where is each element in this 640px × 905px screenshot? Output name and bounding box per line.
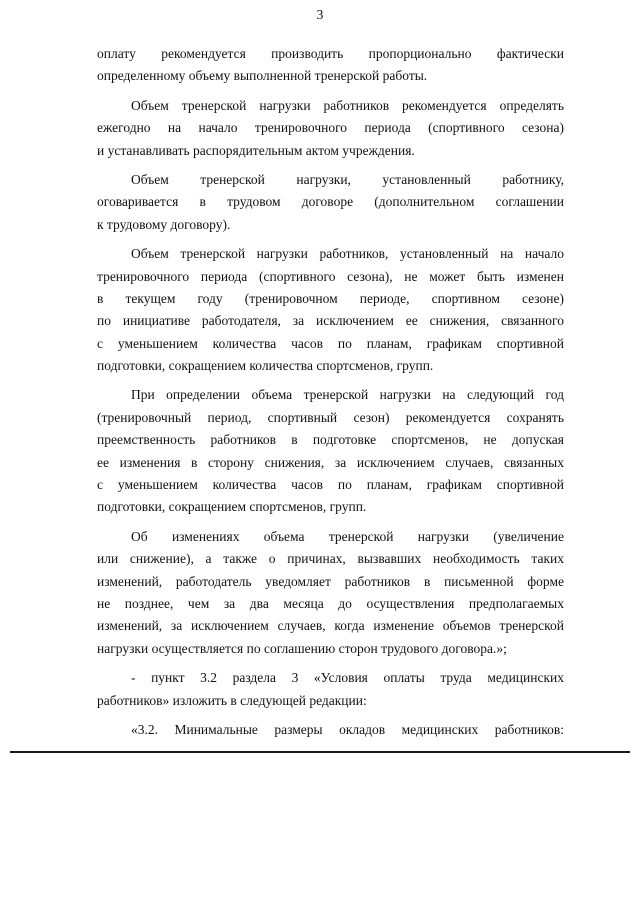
text-line: ежегодно на начало тренировочного периода (спортивного сезона) <box>97 120 564 136</box>
paragraph <box>97 667 564 712</box>
text-line: подготовки, сокращением количества спортсменов, групп. <box>97 358 434 374</box>
text-line: с уменьшением количества часов по планам, графикам спортивной <box>97 477 564 493</box>
text-line: При определении объема тренерской нагрузки на следующий год <box>131 387 564 403</box>
horizontal-rule <box>10 751 630 753</box>
text-line: или снижение), а также о причинах, вызвавших необходимость таких <box>97 551 564 567</box>
text-line: - пункт 3.2 раздела 3 «Условия оплаты труда медицинских <box>131 670 564 686</box>
document-body <box>97 43 564 741</box>
text-line: оплату рекомендуется производить пропорционально фактически <box>97 46 564 61</box>
paragraph <box>97 95 564 162</box>
text-line: Объем тренерской нагрузки работников рекомендуется определять <box>131 97 564 113</box>
text-line: в текущем году (тренировочном периоде, спортивном сезоне) <box>97 290 564 306</box>
text-line: и устанавливать распорядительным актом учреждения. <box>97 142 415 158</box>
paragraph <box>97 243 564 377</box>
text-line: определенному объему выполненной тренерской работы. <box>97 68 428 84</box>
text-line: преемственность работников в подготовке спортсменов, не допуская <box>97 432 564 448</box>
text-line: «3.2. Минимальные размеры окладов медицинских работников: <box>131 721 564 737</box>
text-line: изменений, работодатель уведомляет работников в письменной форме <box>97 573 564 589</box>
text-line: работников» изложить в следующей редакции: <box>97 692 367 708</box>
text-line: Объем тренерской нагрузки, установленный работнику, <box>131 171 564 187</box>
paragraph <box>97 719 564 741</box>
text-line: ее изменения в сторону снижения, за исключением случаев, связанных <box>97 454 564 470</box>
text-line: оговаривается в трудовом договоре (дополнительном соглашении <box>97 194 564 210</box>
text-line: подготовки, сокращением спортсменов, групп. <box>97 499 367 515</box>
text-line: не позднее, чем за два месяца до осуществления предполагаемых <box>97 595 564 611</box>
text-line: нагрузки осуществляется по соглашению сторон трудового договора.»; <box>97 640 507 656</box>
text-line: изменений, за исключением случаев, когда изменение объемов тренерской <box>97 618 564 634</box>
paragraph <box>97 384 564 518</box>
text-line: Об изменениях объема тренерской нагрузки (увеличение <box>131 528 564 544</box>
text-line: к трудовому договору). <box>97 216 231 232</box>
text-line: по инициативе работодателя, за исключением ее снижения, связанного <box>97 313 564 329</box>
text-line: Объем тренерской нагрузки работников, установленный на начало <box>131 246 564 262</box>
paragraph <box>97 526 564 660</box>
text-line: тренировочного периода (спортивного сезона), не может быть изменен <box>97 268 564 284</box>
paragraph <box>97 43 564 88</box>
paragraph <box>97 169 564 236</box>
text-line: с уменьшением количества часов по планам, графикам спортивной <box>97 335 564 351</box>
text-line: (тренировочный период, спортивный сезон) рекомендуется сохранять <box>97 409 564 425</box>
page-number: 3 <box>316 7 324 22</box>
